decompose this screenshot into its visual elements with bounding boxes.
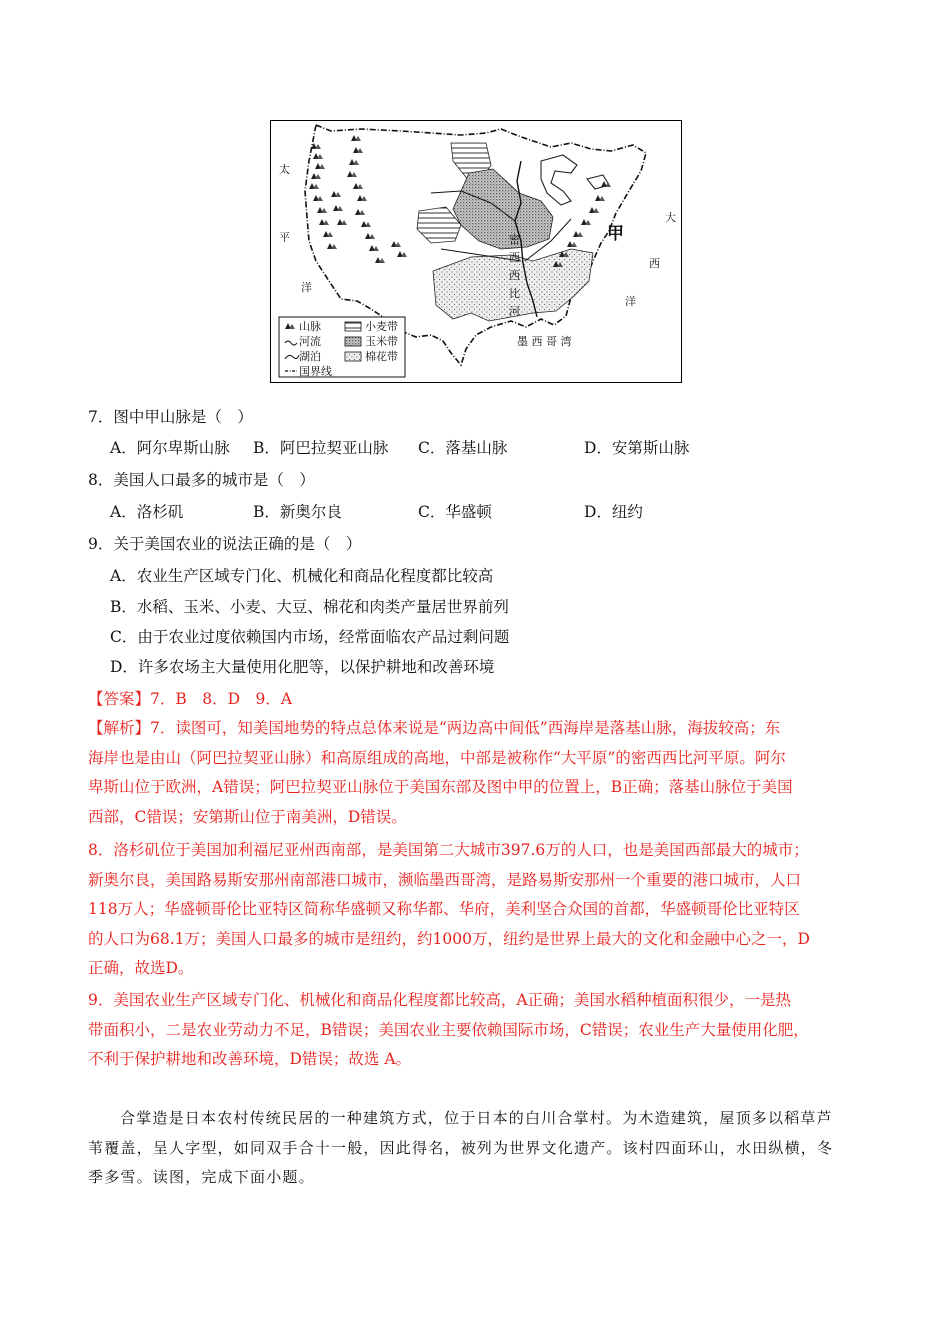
atlantic-char-3: 洋: [625, 295, 636, 308]
legend-mountain: 山脉: [299, 320, 321, 333]
analysis-q8-line-1: 8．洛杉矶位于美国加利福尼亚州西南部，是美国第二大城市397.6万的人口，也是美国西部最大的城市；: [88, 841, 809, 859]
legend-wheat: 小麦带: [365, 320, 398, 333]
question-7-option-a: A．阿尔卑斯山脉: [110, 439, 230, 457]
analysis-q7-line-4: 西部，C错误；安第斯山位于南美洲，D错误。: [88, 807, 407, 826]
question-9-option-b: B．水稻、玉米、小麦、大豆、棉花和肉类产量居世界前列: [110, 598, 509, 616]
question-8-option-d: D．纽约: [584, 503, 643, 521]
question-9-option-c: C．由于农业过度依赖国内市场，经常面临农产品过剩问题: [110, 628, 510, 646]
map-legend: [279, 317, 405, 378]
analysis-q7-line-1: 【解析】7．读图可，知美国地势的特点总体来说是“两边高中间低”西海岸是落基山脉，海拔较高；东: [88, 719, 781, 737]
analysis-q7-line-3: 卑斯山位于欧洲，A错误；阿巴拉契亚山脉位于美国东部及图中甲的位置上，B正确；落基山脉位于美国: [88, 778, 793, 796]
pacific-char-2: 平: [279, 231, 290, 244]
atlantic-char-1: 大: [665, 211, 676, 224]
question-7-stem: 7．图中甲山脉是（ ）: [88, 408, 253, 426]
passage-line-1: 合掌造是日本农村传统民居的一种建筑方式，位于日本的白川合掌村。为木造建筑，屋顶多以稻草芦: [120, 1109, 833, 1127]
passage-gassho: [88, 1104, 868, 1193]
corn-belt: [453, 169, 553, 249]
analysis-q9-line-1: 9．美国农业生产区域专门化、机械化和商品化程度都比较高，A正确；美国水稻种植面积很少，一是热: [88, 991, 792, 1009]
analysis-q8-line-3: 118万人；华盛顿哥伦比亚特区简称华盛顿又称华都、华府，美利坚合众国的首都，华盛顿哥伦比亚特区: [88, 900, 800, 918]
river-char-2: 西: [509, 251, 520, 264]
analysis-q9-line-2: 带面积小，二是农业劳动力不足，B错误；美国农业主要依赖国际市场，C错误；农业生产大量使用化肥，: [88, 1020, 809, 1039]
legend-lake: 湖泊: [299, 350, 321, 363]
gulf-label: 墨 西 哥 湾: [517, 335, 572, 348]
question-7-option-c: C．落基山脉: [418, 439, 508, 457]
answer-line: 【答案】7．B 8．D 9．A: [88, 690, 293, 708]
usa-agriculture-map: [270, 120, 682, 383]
analysis-q8: [88, 836, 868, 984]
mountain-jia-label: 甲: [607, 224, 624, 244]
analysis-q8-line-4: 的人口为68.1万；美国人口最多的城市是纽约，约1000万，纽约是世界上最大的文化和金融中心之一，D: [88, 929, 810, 948]
river-char-3: 西: [509, 269, 520, 282]
great-lakes: [541, 155, 577, 205]
question-9-stem: 9．关于美国农业的说法正确的是（ ）: [88, 535, 362, 553]
passage-line-2: 苇覆盖，呈人字型，如同双手合十一般，因此得名，被列为世界文化遗产。该村四面环山，水田纵横，冬: [88, 1138, 834, 1157]
analysis-q9-line-3: 不利于保护耕地和改善环境，D错误；故选 A。: [88, 1050, 412, 1068]
legend-river: 河流: [299, 335, 321, 348]
question-7-option-d: D．安第斯山脉: [584, 439, 690, 457]
legend-cotton: 棉花带: [365, 350, 398, 363]
analysis-q9: [88, 986, 868, 1075]
passage-line-3: 季多雪。读图，完成下面小题。: [88, 1168, 315, 1186]
analysis-q8-line-5: 正确，故选D。: [88, 959, 194, 977]
question-8-option-b: B．新奥尔良: [253, 503, 342, 521]
pacific-char-1: 太: [279, 163, 290, 176]
question-9-option-d: D．许多农场主大量使用化肥等，以保护耕地和改善环境: [110, 658, 495, 676]
pacific-char-3: 洋: [301, 281, 312, 294]
question-7-option-b: B．阿巴拉契亚山脉: [253, 439, 389, 457]
question-8-stem: 8．美国人口最多的城市是（ ）: [88, 471, 315, 489]
question-8-option-a: A．洛杉矶: [110, 503, 184, 521]
question-9-option-a: A．农业生产区域专门化、机械化和商品化程度都比较高: [110, 567, 494, 585]
river-char-1: 密: [509, 233, 520, 246]
legend-border: 国界线: [299, 365, 332, 378]
river-char-4: 比: [509, 287, 520, 300]
legend-corn: 玉米带: [365, 335, 398, 348]
analysis-q8-line-2: 新奥尔良，美国路易斯安那州南部港口城市，濒临墨西哥湾，是路易斯安那州一个重要的港口城市，人口: [88, 870, 802, 889]
analysis-q7-line-2: 海岸也是由山（阿巴拉契亚山脉）和高原组成的高地，中部是被称作“大平原”的密西西比河平原。阿尔: [88, 748, 786, 767]
river-char-5: 河: [509, 305, 520, 318]
analysis-q7: [88, 714, 868, 832]
question-8-option-c: C．华盛顿: [418, 503, 492, 521]
atlantic-char-2: 西: [649, 257, 660, 270]
